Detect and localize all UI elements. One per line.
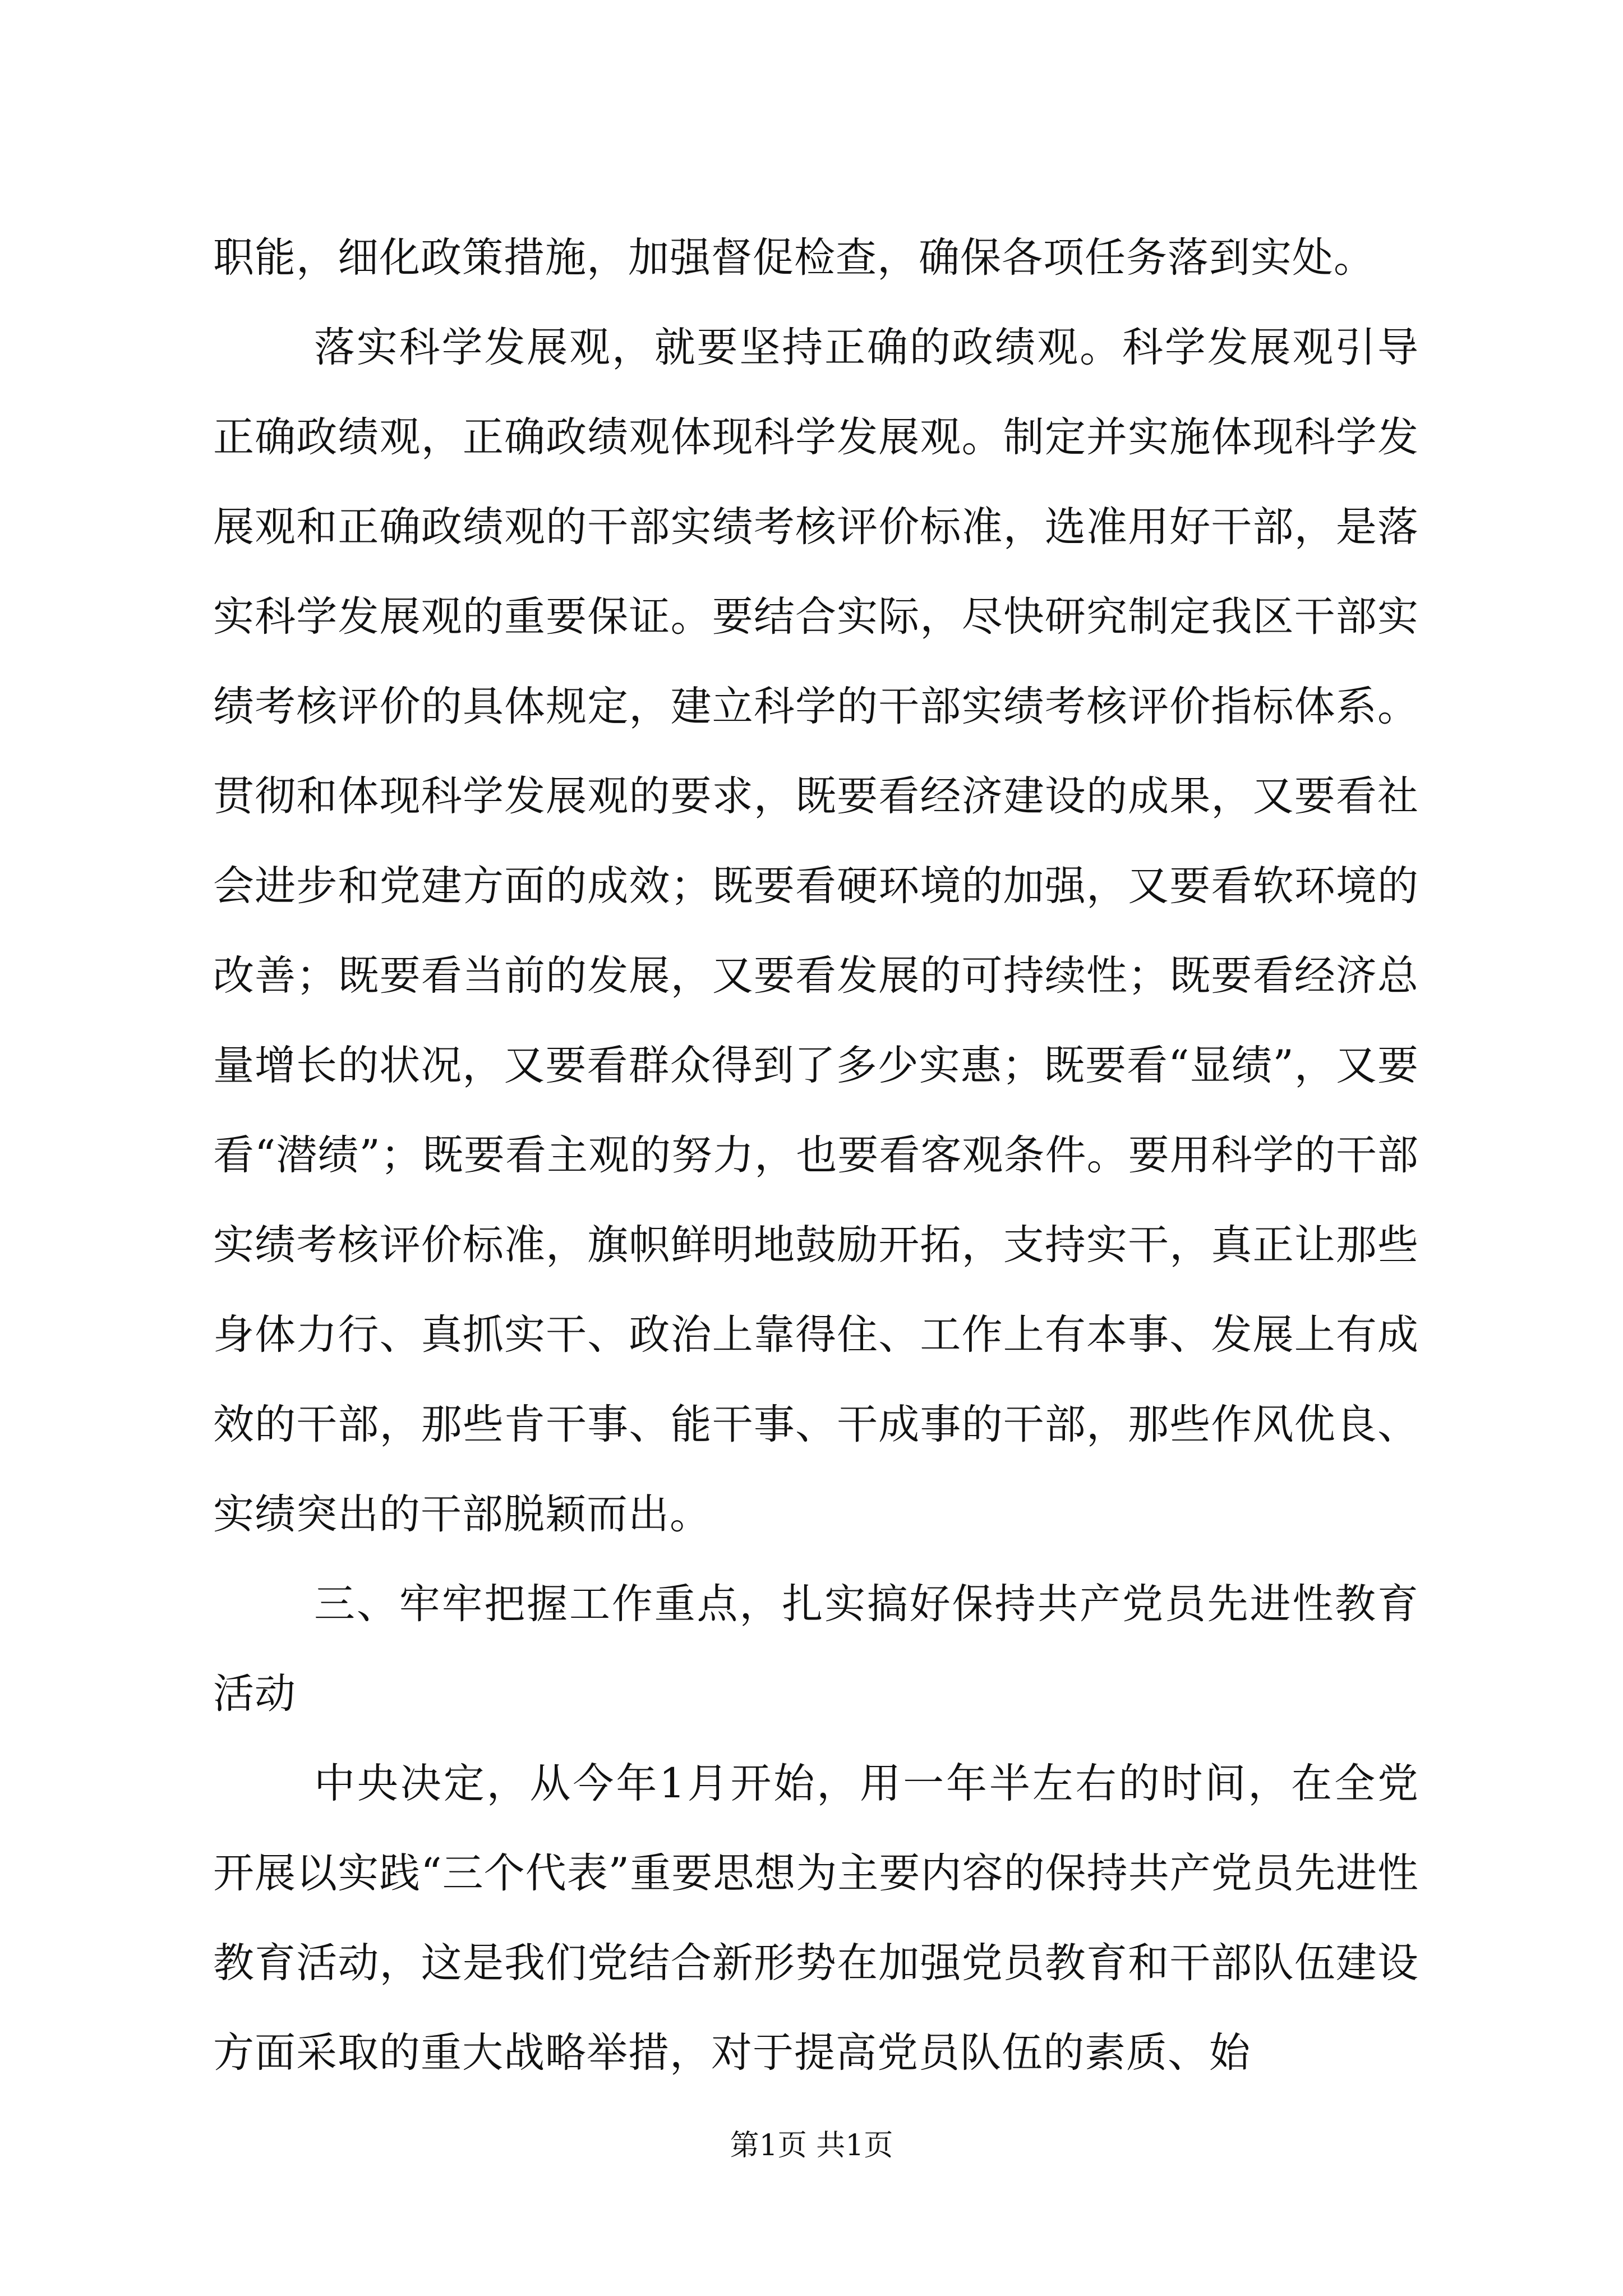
paragraph-political-achievement: 落实科学发展观，就要坚持正确的政绩观。科学发展观引导正确政绩观，正确政绩观体现科学发展观。制定并实施体现科学发展观和正确政绩观的干部实绩考核评价标准，选准用好干部，是落实科学发展观的重要保证。要结合实际，尽快研究制定我区干部实绩考核评价的具体规定，建立科学的干部实绩考核评价指标体系。贯彻和体现科学发展观的要求，既要看经济建设的成果，又要看社会进步和党建方面的成效；既要看硬环境的加强，又要看软环境的改善；既要看当前的发展，又要看发展的可持续性；既要看经济总量增长的状况，又要看群众得到了多少实惠；既要看“显绩”，又要看“潜绩”；既要看主观的努力，也要看客观条件。要用科学的干部实绩考核评价标准，旗帜鲜明地鼓励开拓，支持实干，真正让那些身体力行、真抓实干、政治上靠得住、工作上有本事、发展上有成效的干部，那些肯干事、能干事、干成事的干部，那些作风优良、实绩突出的干部脱颖而出。 <box>213 324 1419 1538</box>
page-footer: 第1页 共1页 <box>730 2129 893 2162</box>
section-heading-three: 三、牢牢把握工作重点，扎实搞好保持共产党员先进性教育活动 <box>213 1580 1419 1718</box>
document-body <box>213 213 1419 2098</box>
paragraph-continuation: 职能，细化政策措施，加强督促检查，确保各项任务落到实处。 <box>213 234 1375 282</box>
paragraph-central-decision: 中央决定，从今年1月开始，用一年半左右的时间，在全党开展以实践“三个代表”重要思想为主要内容的保持共产党员先进性教育活动，这是我们党结合新形势在加强党员教育和干部队伍建设方面采取的重大战略举措，对于提高党员队伍的素质、始 <box>213 1760 1419 2077</box>
